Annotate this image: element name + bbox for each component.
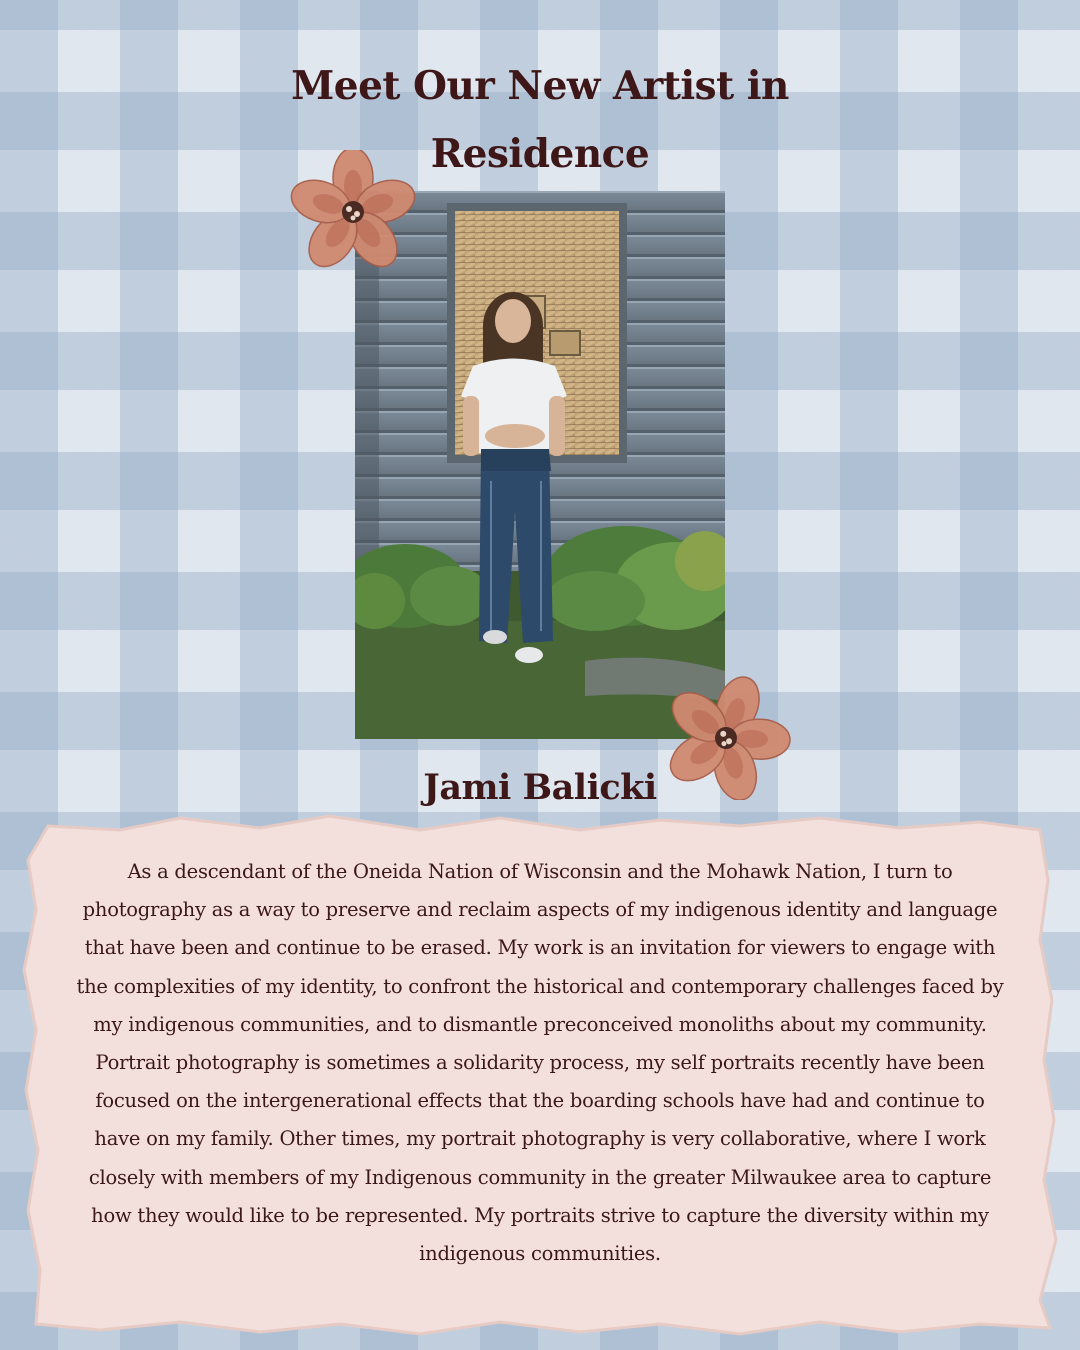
- artist-name: Jami Balicki: [423, 767, 657, 808]
- flower-decoration-icon: [282, 150, 424, 274]
- artist-bio: As a descendant of the Oneida Nation of Wisconsin and the Mohawk Nation, I turn to photography as a way to preserve and reclaim aspects of my indigenous identity and language that have been and continue to be erased. My work is an invitation for viewers to engage with the complexities of my identity, to confront the historical and contemporary challenges faced by my indigenous communities, and to dismantle preconceived monoliths about my community. Portrait photography is sometimes a solidarity process, my self portraits recently have been focused on the intergenerational effects that the boarding schools have had and continue to have on my family. Other times, my portrait photography is very collaborative, where I work closely with members of my Indigenous community in the greater Milwaukee area to capture how they would like to be represented. My portraits strive to capture the diversity within my indigenous communities.: [76, 860, 1004, 1266]
- page-title: Meet Our New Artist in Residence: [291, 63, 789, 177]
